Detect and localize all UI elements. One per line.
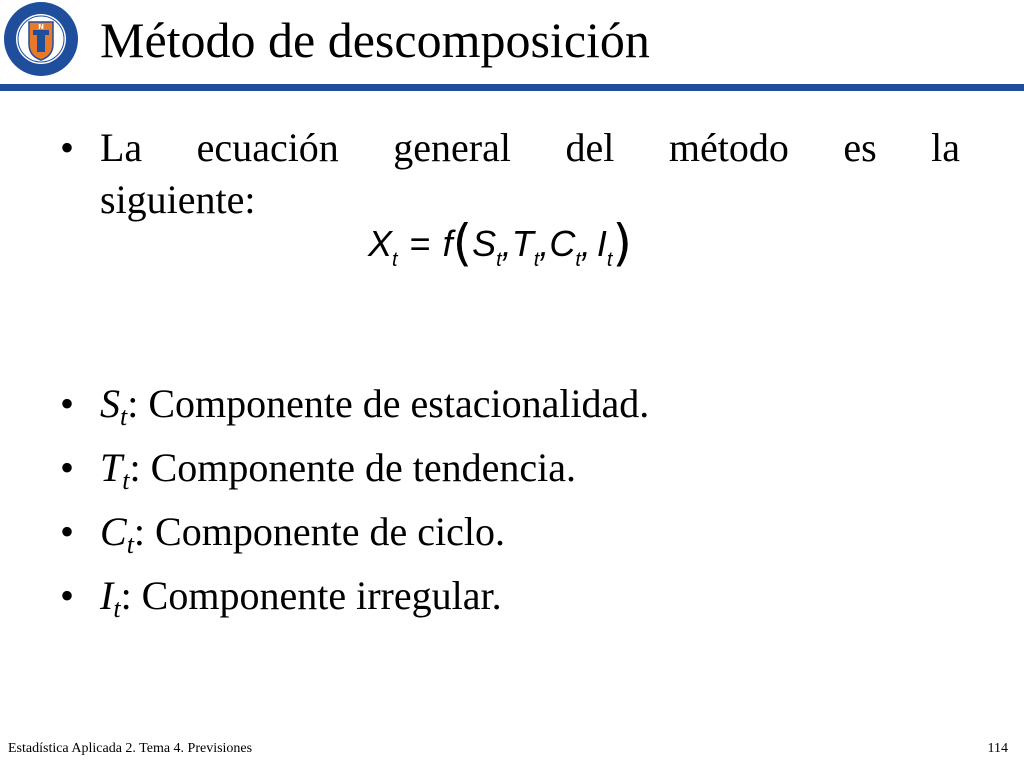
page-number: 114	[987, 741, 1008, 756]
bullet-cycle	[60, 506, 505, 559]
component-subscript: t	[122, 466, 130, 495]
formula-arg-s-sub: t	[496, 249, 502, 271]
formula-lhs: X	[368, 223, 393, 264]
footer-text: Estadística Aplicada 2. Tema 4. Previsiones	[8, 741, 253, 756]
formula-arg-t-sub: t	[533, 249, 540, 271]
svg-text:N: N	[38, 23, 44, 31]
formula-close-paren: )	[612, 214, 632, 272]
formula-open-paren: (	[452, 214, 473, 272]
formula-arg-s: S	[472, 223, 497, 264]
bullet-seasonality	[60, 378, 650, 431]
formula-arg-t: T	[511, 223, 534, 264]
bullet-dot: •	[60, 381, 75, 426]
bullet-dot: •	[60, 445, 75, 490]
formula-comma: ,	[501, 223, 512, 264]
formula-comma: ,	[580, 223, 591, 264]
component-description: : Componente de estacionalidad.	[127, 381, 650, 426]
bullet-trend	[60, 442, 577, 495]
formula-arg-c-sub: t	[575, 249, 581, 271]
formula-lhs-sub: t	[392, 249, 398, 271]
component-subscript: t	[126, 530, 134, 559]
bullet-dot: •	[60, 509, 75, 554]
bullet-intro	[60, 122, 960, 226]
bullet-irregular	[60, 570, 502, 623]
formula-arg-c: C	[549, 223, 576, 264]
decomposition-formula	[368, 214, 632, 276]
component-subscript: t	[113, 594, 121, 623]
component-symbol: T	[100, 445, 123, 490]
title-divider	[0, 84, 1024, 91]
formula-func: f	[442, 223, 453, 264]
component-description: : Componente de ciclo.	[133, 509, 505, 554]
formula-arg-i-sub: t	[606, 249, 613, 271]
component-description: : Componente irregular.	[120, 573, 502, 618]
bullet-dot: •	[60, 573, 75, 618]
formula-equals: =	[409, 223, 431, 264]
component-symbol: I	[100, 573, 114, 618]
intro-line-2: siguiente:	[100, 177, 256, 222]
formula-arg-i: I	[596, 223, 607, 264]
bullet-dot: •	[60, 125, 75, 170]
intro-line-1: La ecuación general del método es la	[100, 125, 960, 170]
component-subscript: t	[120, 402, 128, 431]
component-description: : Componente de tendencia.	[129, 445, 577, 490]
university-logo	[2, 0, 80, 78]
component-symbol: S	[100, 381, 120, 426]
slide-title: Método de descomposición	[100, 12, 650, 68]
formula-comma: ,	[539, 223, 550, 264]
component-symbol: C	[100, 509, 127, 554]
